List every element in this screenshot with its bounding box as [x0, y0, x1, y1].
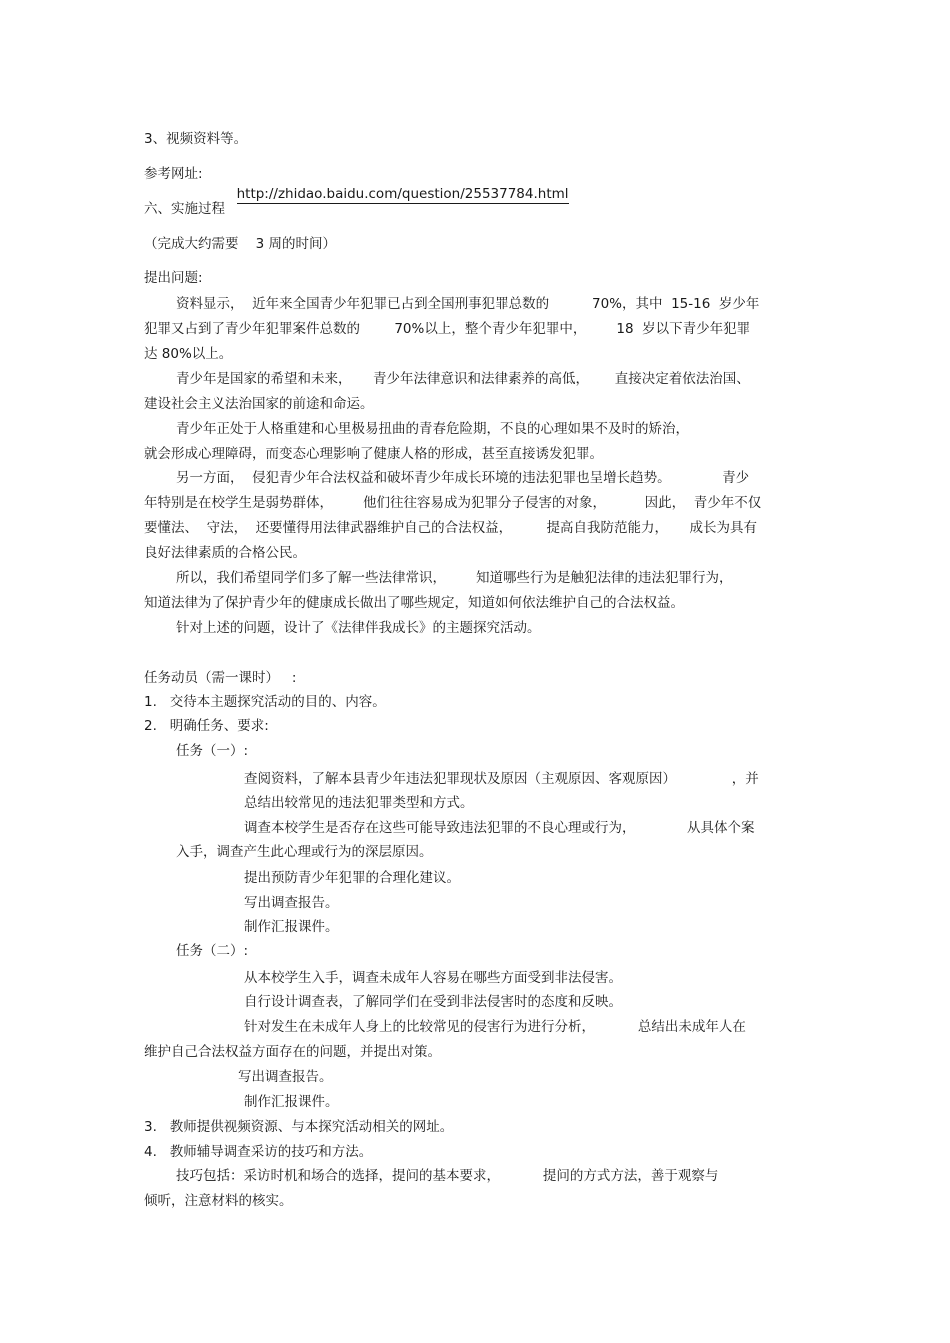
paragraph-line: 要懂法、 守法， 还要懂得用法律武器维护自己的合法权益， 提高自我防范能力， 成长为具有 — [144, 520, 757, 536]
task-line: 总结出较常见的违法犯罪类型和方式。 — [244, 795, 474, 811]
list-item: 1. 交待本主题探究活动的目的、内容。 — [144, 694, 386, 710]
task-line: 写出调查报告。 — [244, 895, 339, 911]
task-line: 入手，调查产生此心理或行为的深层原因。 — [176, 844, 433, 860]
paragraph-line: 年特别是在校学生是弱势群体， 他们往往容易成为犯罪分子侵害的对象， 因此， 青少年不仅 — [144, 495, 762, 511]
task-two-label: 任务（二）: — [176, 943, 249, 959]
task-line: 查阅资料，了解本县青少年违法犯罪现状及原因（主观原因、客观原因） ，并 — [244, 771, 759, 787]
task-line: 制作汇报课件。 — [244, 919, 339, 935]
list-item: 3. 教师提供视频资源、与本探究活动相关的网址。 — [144, 1119, 454, 1135]
paragraph-line: 另一方面， 侵犯青少年合法权益和破坏青少年成长环境的违法犯罪也呈增长趋势。 青少 — [176, 470, 750, 486]
reference-label: 参考网址: — [144, 166, 203, 182]
question-heading: 提出问题: — [144, 270, 203, 286]
paragraph-line: 知道法律为了保护青少年的健康成长做出了哪些规定，知道如何依法维护自己的合法权益。 — [144, 595, 684, 611]
paragraph-line: 青少年正处于人格重建和心里极易扭曲的青春危险期，不良的心理如果不及时的矫治， — [176, 421, 689, 437]
task-line: 写出调查报告。 — [238, 1069, 333, 1085]
paragraph-line: 犯罪又占到了青少年犯罪案件总数的 70%以上，整个青少年犯罪中， 18 岁以下青少年犯罪 — [144, 321, 751, 337]
task-line: 调查本校学生是否存在这些可能导致违法犯罪的不良心理或行为， 从具体个案 — [244, 820, 755, 836]
paragraph-line: 针对上述的问题，设计了《法律伴我成长》的主题探究活动。 — [176, 620, 541, 636]
list-item: 2. 明确任务、要求: — [144, 718, 269, 734]
list-item: 4. 教师辅导调查采访的技巧和方法。 — [144, 1144, 373, 1160]
section-title: 六、实施过程 — [144, 201, 225, 217]
paragraph-line: 青少年是国家的希望和未来， 青少年法律意识和法律素养的高低， 直接决定着依法治国、 — [176, 371, 750, 387]
task-line: 针对发生在未成年人身上的比较常见的侵害行为进行分析， 总结出未成年人在 — [244, 1019, 746, 1035]
paragraph-line: 良好法律素质的合格公民。 — [144, 545, 306, 561]
reference-link[interactable]: http://zhidao.baidu.com/question/25537784.html — [236, 186, 569, 202]
paragraph-line: 倾听，注意材料的核实。 — [144, 1193, 293, 1209]
paragraph-line: 就会形成心理障碍，而变态心理影响了健康人格的形成，甚至直接诱发犯罪。 — [144, 446, 603, 462]
task-one-label: 任务（一）: — [176, 743, 249, 759]
duration-note: （完成大约需要 3 周的时间） — [144, 236, 337, 252]
paragraph-line: 建设社会主义法治国家的前途和命运。 — [144, 396, 374, 412]
video-material-line: 3、视频资料等。 — [144, 131, 248, 147]
paragraph-line: 技巧包括：采访时机和场合的选择，提问的基本要求， 提问的方式方法，善于观察与 — [176, 1168, 719, 1184]
paragraph-line: 达 80%以上。 — [144, 346, 233, 362]
task-line: 自行设计调查表，了解同学们在受到非法侵害时的态度和反映。 — [244, 994, 622, 1010]
reference-link-wrap[interactable] — [228, 164, 581, 204]
task-line: 从本校学生入手，调查未成年人容易在哪些方面受到非法侵害。 — [244, 970, 622, 986]
task-line: 制作汇报课件。 — [244, 1094, 339, 1110]
paragraph-line: 资料显示， 近年来全国青少年犯罪已占到全国刑事犯罪总数的 70%，其中 15-16 岁少年 — [176, 296, 760, 312]
task-line: 维护自己合法权益方面存在的问题，并提出对策。 — [144, 1044, 441, 1060]
paragraph-line: 所以，我们希望同学们多了解一些法律常识， 知道哪些行为是触犯法律的违法犯罪行为， — [176, 570, 733, 586]
link-tail — [569, 186, 582, 202]
task-line: 提出预防青少年犯罪的合理化建议。 — [244, 870, 460, 886]
mobilize-heading: 任务动员（需一课时） : — [144, 670, 297, 686]
